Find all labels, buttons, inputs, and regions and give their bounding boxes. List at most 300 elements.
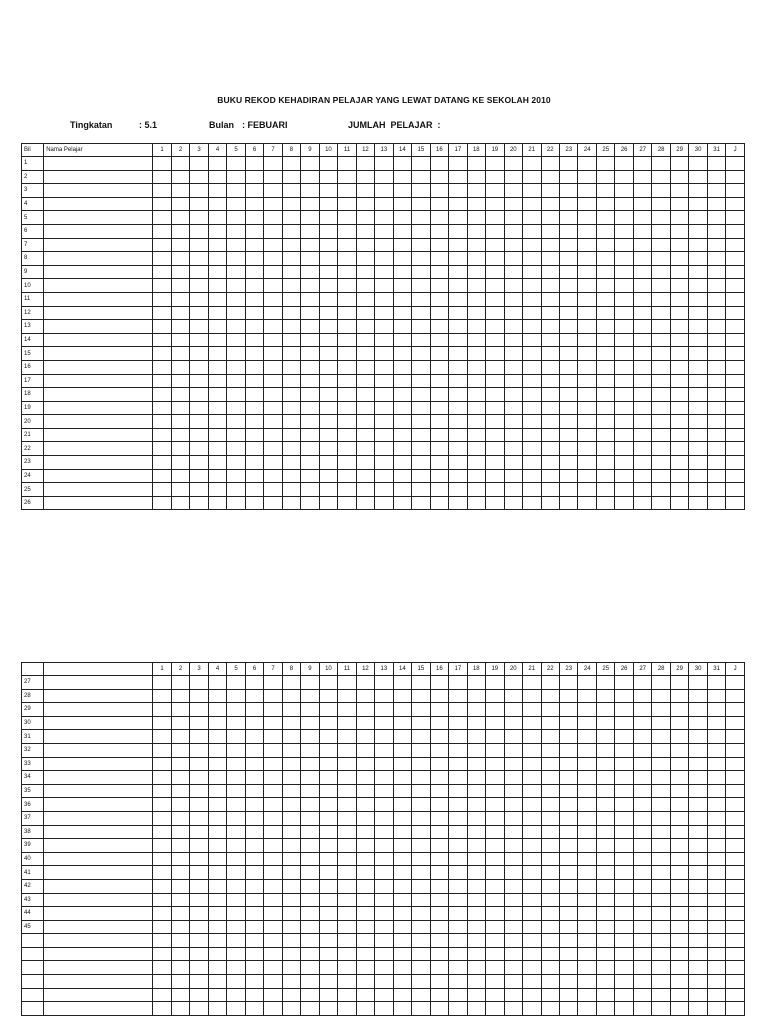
attendance-cell[interactable] (596, 415, 614, 429)
attendance-cell[interactable] (338, 975, 356, 989)
attendance-cell[interactable] (245, 347, 263, 361)
attendance-cell[interactable] (375, 157, 393, 171)
attendance-cell[interactable] (467, 961, 485, 975)
attendance-cell[interactable] (153, 784, 171, 798)
attendance-cell[interactable] (707, 961, 725, 975)
attendance-cell[interactable] (504, 347, 522, 361)
attendance-cell[interactable] (319, 757, 337, 771)
attendance-cell[interactable] (633, 320, 651, 334)
attendance-cell[interactable] (541, 784, 559, 798)
attendance-cell[interactable] (356, 374, 374, 388)
attendance-cell[interactable] (393, 347, 411, 361)
attendance-cell[interactable] (689, 333, 707, 347)
attendance-cell[interactable] (412, 415, 430, 429)
attendance-cell[interactable] (245, 852, 263, 866)
attendance-cell[interactable] (245, 170, 263, 184)
attendance-cell[interactable] (578, 852, 596, 866)
attendance-cell[interactable] (449, 934, 467, 948)
attendance-cell[interactable] (578, 907, 596, 921)
attendance-cell[interactable] (523, 197, 541, 211)
attendance-cell[interactable] (596, 170, 614, 184)
attendance-cell[interactable] (504, 703, 522, 717)
attendance-cell[interactable] (190, 401, 208, 415)
attendance-cell[interactable] (541, 947, 559, 961)
attendance-cell[interactable] (393, 784, 411, 798)
attendance-cell[interactable] (282, 469, 300, 483)
attendance-cell[interactable] (208, 730, 226, 744)
attendance-cell[interactable] (615, 975, 633, 989)
attendance-cell[interactable] (375, 975, 393, 989)
attendance-cell[interactable] (190, 934, 208, 948)
attendance-cell[interactable] (449, 224, 467, 238)
attendance-cell[interactable] (153, 743, 171, 757)
attendance-cell[interactable] (633, 798, 651, 812)
attendance-cell[interactable] (190, 784, 208, 798)
attendance-cell[interactable] (578, 743, 596, 757)
attendance-cell[interactable] (689, 265, 707, 279)
attendance-cell[interactable] (153, 360, 171, 374)
attendance-cell[interactable] (375, 879, 393, 893)
attendance-cell[interactable] (264, 784, 282, 798)
attendance-cell[interactable] (208, 879, 226, 893)
attendance-cell[interactable] (301, 496, 319, 510)
attendance-cell[interactable] (670, 975, 688, 989)
attendance-cell[interactable] (412, 811, 430, 825)
attendance-cell[interactable] (227, 852, 245, 866)
attendance-cell[interactable] (652, 703, 670, 717)
attendance-cell[interactable] (670, 947, 688, 961)
attendance-cell[interactable] (523, 483, 541, 497)
attendance-cell[interactable] (504, 238, 522, 252)
attendance-cell[interactable] (560, 852, 578, 866)
attendance-cell[interactable] (707, 934, 725, 948)
attendance-cell[interactable] (153, 716, 171, 730)
attendance-cell[interactable] (726, 934, 745, 948)
attendance-cell[interactable] (208, 415, 226, 429)
attendance-cell[interactable] (338, 676, 356, 690)
attendance-cell[interactable] (245, 703, 263, 717)
attendance-cell[interactable] (393, 730, 411, 744)
attendance-cell[interactable] (560, 907, 578, 921)
attendance-cell[interactable] (430, 238, 448, 252)
attendance-cell[interactable] (264, 374, 282, 388)
attendance-cell[interactable] (560, 333, 578, 347)
attendance-cell[interactable] (615, 676, 633, 690)
attendance-cell[interactable] (726, 456, 745, 470)
attendance-cell[interactable] (652, 252, 670, 266)
attendance-cell[interactable] (430, 224, 448, 238)
attendance-cell[interactable] (264, 306, 282, 320)
attendance-cell[interactable] (596, 703, 614, 717)
attendance-cell[interactable] (301, 157, 319, 171)
attendance-cell[interactable] (264, 483, 282, 497)
attendance-cell[interactable] (375, 743, 393, 757)
attendance-cell[interactable] (264, 716, 282, 730)
attendance-cell[interactable] (412, 442, 430, 456)
attendance-cell[interactable] (338, 360, 356, 374)
attendance-cell[interactable] (689, 170, 707, 184)
attendance-cell[interactable] (430, 852, 448, 866)
attendance-cell[interactable] (264, 279, 282, 293)
attendance-cell[interactable] (467, 975, 485, 989)
attendance-cell[interactable] (282, 211, 300, 225)
attendance-cell[interactable] (356, 469, 374, 483)
attendance-cell[interactable] (190, 469, 208, 483)
attendance-cell[interactable] (412, 771, 430, 785)
student-name-cell[interactable] (44, 798, 153, 812)
attendance-cell[interactable] (726, 388, 745, 402)
attendance-cell[interactable] (264, 1002, 282, 1016)
attendance-cell[interactable] (393, 197, 411, 211)
student-name-cell[interactable] (44, 197, 153, 211)
attendance-cell[interactable] (449, 388, 467, 402)
attendance-cell[interactable] (227, 798, 245, 812)
attendance-cell[interactable] (208, 771, 226, 785)
attendance-cell[interactable] (190, 866, 208, 880)
attendance-cell[interactable] (264, 265, 282, 279)
attendance-cell[interactable] (245, 676, 263, 690)
attendance-cell[interactable] (560, 893, 578, 907)
attendance-cell[interactable] (282, 920, 300, 934)
attendance-cell[interactable] (430, 292, 448, 306)
student-name-cell[interactable] (44, 292, 153, 306)
attendance-cell[interactable] (467, 811, 485, 825)
attendance-cell[interactable] (689, 360, 707, 374)
attendance-cell[interactable] (319, 333, 337, 347)
attendance-cell[interactable] (264, 689, 282, 703)
attendance-cell[interactable] (393, 757, 411, 771)
attendance-cell[interactable] (560, 730, 578, 744)
attendance-cell[interactable] (486, 743, 504, 757)
attendance-cell[interactable] (504, 825, 522, 839)
attendance-cell[interactable] (430, 907, 448, 921)
attendance-cell[interactable] (412, 947, 430, 961)
attendance-cell[interactable] (633, 333, 651, 347)
attendance-cell[interactable] (412, 716, 430, 730)
attendance-cell[interactable] (449, 483, 467, 497)
attendance-cell[interactable] (486, 197, 504, 211)
attendance-cell[interactable] (153, 469, 171, 483)
attendance-cell[interactable] (541, 893, 559, 907)
attendance-cell[interactable] (227, 388, 245, 402)
attendance-cell[interactable] (282, 442, 300, 456)
attendance-cell[interactable] (652, 360, 670, 374)
attendance-cell[interactable] (560, 689, 578, 703)
attendance-cell[interactable] (282, 825, 300, 839)
attendance-cell[interactable] (486, 947, 504, 961)
attendance-cell[interactable] (633, 456, 651, 470)
attendance-cell[interactable] (467, 170, 485, 184)
attendance-cell[interactable] (523, 730, 541, 744)
attendance-cell[interactable] (375, 401, 393, 415)
attendance-cell[interactable] (338, 252, 356, 266)
attendance-cell[interactable] (541, 157, 559, 171)
attendance-cell[interactable] (670, 292, 688, 306)
attendance-cell[interactable] (486, 279, 504, 293)
attendance-cell[interactable] (338, 401, 356, 415)
attendance-cell[interactable] (707, 252, 725, 266)
attendance-cell[interactable] (301, 961, 319, 975)
attendance-cell[interactable] (449, 839, 467, 853)
attendance-cell[interactable] (356, 676, 374, 690)
attendance-cell[interactable] (578, 157, 596, 171)
attendance-cell[interactable] (412, 852, 430, 866)
attendance-cell[interactable] (652, 265, 670, 279)
attendance-cell[interactable] (301, 347, 319, 361)
attendance-cell[interactable] (689, 184, 707, 198)
attendance-cell[interactable] (689, 988, 707, 1002)
attendance-cell[interactable] (412, 238, 430, 252)
attendance-cell[interactable] (633, 893, 651, 907)
attendance-cell[interactable] (467, 730, 485, 744)
attendance-cell[interactable] (282, 988, 300, 1002)
attendance-cell[interactable] (264, 947, 282, 961)
attendance-cell[interactable] (171, 224, 189, 238)
attendance-cell[interactable] (227, 961, 245, 975)
attendance-cell[interactable] (338, 961, 356, 975)
attendance-cell[interactable] (726, 347, 745, 361)
attendance-cell[interactable] (208, 360, 226, 374)
attendance-cell[interactable] (338, 934, 356, 948)
attendance-cell[interactable] (282, 401, 300, 415)
attendance-cell[interactable] (227, 333, 245, 347)
attendance-cell[interactable] (578, 197, 596, 211)
attendance-cell[interactable] (227, 170, 245, 184)
attendance-cell[interactable] (319, 743, 337, 757)
attendance-cell[interactable] (412, 279, 430, 293)
attendance-cell[interactable] (504, 784, 522, 798)
attendance-cell[interactable] (523, 893, 541, 907)
attendance-cell[interactable] (670, 211, 688, 225)
attendance-cell[interactable] (412, 469, 430, 483)
attendance-cell[interactable] (375, 730, 393, 744)
attendance-cell[interactable] (190, 252, 208, 266)
attendance-cell[interactable] (190, 757, 208, 771)
attendance-cell[interactable] (319, 224, 337, 238)
attendance-cell[interactable] (726, 333, 745, 347)
attendance-cell[interactable] (190, 961, 208, 975)
attendance-cell[interactable] (375, 496, 393, 510)
attendance-cell[interactable] (301, 224, 319, 238)
attendance-cell[interactable] (523, 852, 541, 866)
attendance-cell[interactable] (707, 306, 725, 320)
attendance-cell[interactable] (670, 306, 688, 320)
attendance-cell[interactable] (670, 347, 688, 361)
attendance-cell[interactable] (430, 743, 448, 757)
attendance-cell[interactable] (560, 934, 578, 948)
attendance-cell[interactable] (393, 483, 411, 497)
attendance-cell[interactable] (523, 401, 541, 415)
attendance-cell[interactable] (707, 442, 725, 456)
attendance-cell[interactable] (264, 238, 282, 252)
attendance-cell[interactable] (467, 920, 485, 934)
attendance-cell[interactable] (670, 442, 688, 456)
attendance-cell[interactable] (227, 866, 245, 880)
attendance-cell[interactable] (412, 961, 430, 975)
attendance-cell[interactable] (356, 934, 374, 948)
student-name-cell[interactable] (44, 170, 153, 184)
attendance-cell[interactable] (153, 771, 171, 785)
student-name-cell[interactable] (44, 825, 153, 839)
attendance-cell[interactable] (726, 988, 745, 1002)
attendance-cell[interactable] (707, 483, 725, 497)
attendance-cell[interactable] (449, 211, 467, 225)
attendance-cell[interactable] (541, 811, 559, 825)
attendance-cell[interactable] (356, 716, 374, 730)
attendance-cell[interactable] (171, 265, 189, 279)
attendance-cell[interactable] (245, 757, 263, 771)
attendance-cell[interactable] (338, 197, 356, 211)
attendance-cell[interactable] (208, 428, 226, 442)
attendance-cell[interactable] (190, 947, 208, 961)
attendance-cell[interactable] (615, 388, 633, 402)
attendance-cell[interactable] (670, 920, 688, 934)
attendance-cell[interactable] (486, 961, 504, 975)
attendance-cell[interactable] (467, 496, 485, 510)
attendance-cell[interactable] (596, 730, 614, 744)
attendance-cell[interactable] (449, 784, 467, 798)
attendance-cell[interactable] (523, 771, 541, 785)
attendance-cell[interactable] (301, 907, 319, 921)
attendance-cell[interactable] (596, 401, 614, 415)
attendance-cell[interactable] (356, 730, 374, 744)
attendance-cell[interactable] (171, 469, 189, 483)
attendance-cell[interactable] (208, 184, 226, 198)
student-name-cell[interactable] (44, 211, 153, 225)
attendance-cell[interactable] (560, 374, 578, 388)
attendance-cell[interactable] (467, 988, 485, 1002)
attendance-cell[interactable] (190, 825, 208, 839)
attendance-cell[interactable] (467, 279, 485, 293)
attendance-cell[interactable] (393, 320, 411, 334)
attendance-cell[interactable] (689, 866, 707, 880)
attendance-cell[interactable] (449, 879, 467, 893)
attendance-cell[interactable] (282, 388, 300, 402)
attendance-cell[interactable] (245, 265, 263, 279)
attendance-cell[interactable] (504, 907, 522, 921)
attendance-cell[interactable] (541, 401, 559, 415)
attendance-cell[interactable] (707, 415, 725, 429)
attendance-cell[interactable] (412, 988, 430, 1002)
attendance-cell[interactable] (615, 157, 633, 171)
attendance-cell[interactable] (504, 415, 522, 429)
attendance-cell[interactable] (264, 866, 282, 880)
attendance-cell[interactable] (319, 730, 337, 744)
attendance-cell[interactable] (208, 757, 226, 771)
attendance-cell[interactable] (615, 689, 633, 703)
attendance-cell[interactable] (523, 415, 541, 429)
attendance-cell[interactable] (596, 279, 614, 293)
attendance-cell[interactable] (375, 852, 393, 866)
attendance-cell[interactable] (689, 703, 707, 717)
attendance-cell[interactable] (633, 184, 651, 198)
attendance-cell[interactable] (338, 184, 356, 198)
attendance-cell[interactable] (486, 784, 504, 798)
attendance-cell[interactable] (652, 224, 670, 238)
attendance-cell[interactable] (282, 415, 300, 429)
attendance-cell[interactable] (190, 170, 208, 184)
attendance-cell[interactable] (670, 360, 688, 374)
attendance-cell[interactable] (264, 197, 282, 211)
attendance-cell[interactable] (670, 771, 688, 785)
attendance-cell[interactable] (208, 825, 226, 839)
attendance-cell[interactable] (449, 689, 467, 703)
attendance-cell[interactable] (264, 224, 282, 238)
attendance-cell[interactable] (467, 852, 485, 866)
attendance-cell[interactable] (338, 496, 356, 510)
attendance-cell[interactable] (449, 730, 467, 744)
attendance-cell[interactable] (319, 197, 337, 211)
attendance-cell[interactable] (560, 306, 578, 320)
attendance-cell[interactable] (227, 224, 245, 238)
attendance-cell[interactable] (153, 947, 171, 961)
attendance-cell[interactable] (282, 771, 300, 785)
attendance-cell[interactable] (153, 920, 171, 934)
attendance-cell[interactable] (726, 157, 745, 171)
attendance-cell[interactable] (412, 757, 430, 771)
attendance-cell[interactable] (190, 879, 208, 893)
attendance-cell[interactable] (670, 252, 688, 266)
attendance-cell[interactable] (523, 306, 541, 320)
attendance-cell[interactable] (227, 893, 245, 907)
attendance-cell[interactable] (560, 920, 578, 934)
attendance-cell[interactable] (633, 961, 651, 975)
attendance-cell[interactable] (264, 825, 282, 839)
attendance-cell[interactable] (486, 401, 504, 415)
attendance-cell[interactable] (560, 676, 578, 690)
attendance-cell[interactable] (190, 292, 208, 306)
attendance-cell[interactable] (578, 483, 596, 497)
attendance-cell[interactable] (652, 211, 670, 225)
attendance-cell[interactable] (615, 456, 633, 470)
attendance-cell[interactable] (726, 292, 745, 306)
attendance-cell[interactable] (319, 170, 337, 184)
attendance-cell[interactable] (707, 374, 725, 388)
attendance-cell[interactable] (338, 839, 356, 853)
attendance-cell[interactable] (375, 676, 393, 690)
attendance-cell[interactable] (208, 333, 226, 347)
attendance-cell[interactable] (245, 442, 263, 456)
attendance-cell[interactable] (689, 771, 707, 785)
attendance-cell[interactable] (504, 184, 522, 198)
attendance-cell[interactable] (652, 771, 670, 785)
attendance-cell[interactable] (615, 743, 633, 757)
attendance-cell[interactable] (301, 811, 319, 825)
attendance-cell[interactable] (707, 716, 725, 730)
attendance-cell[interactable] (652, 157, 670, 171)
attendance-cell[interactable] (356, 279, 374, 293)
attendance-cell[interactable] (596, 157, 614, 171)
attendance-cell[interactable] (596, 388, 614, 402)
attendance-cell[interactable] (338, 852, 356, 866)
attendance-cell[interactable] (171, 428, 189, 442)
attendance-cell[interactable] (171, 483, 189, 497)
attendance-cell[interactable] (486, 374, 504, 388)
attendance-cell[interactable] (596, 496, 614, 510)
attendance-cell[interactable] (615, 401, 633, 415)
attendance-cell[interactable] (412, 211, 430, 225)
attendance-cell[interactable] (375, 703, 393, 717)
attendance-cell[interactable] (393, 388, 411, 402)
attendance-cell[interactable] (430, 265, 448, 279)
attendance-cell[interactable] (689, 961, 707, 975)
attendance-cell[interactable] (504, 798, 522, 812)
attendance-cell[interactable] (393, 798, 411, 812)
attendance-cell[interactable] (171, 975, 189, 989)
attendance-cell[interactable] (375, 689, 393, 703)
attendance-cell[interactable] (670, 716, 688, 730)
attendance-cell[interactable] (171, 374, 189, 388)
